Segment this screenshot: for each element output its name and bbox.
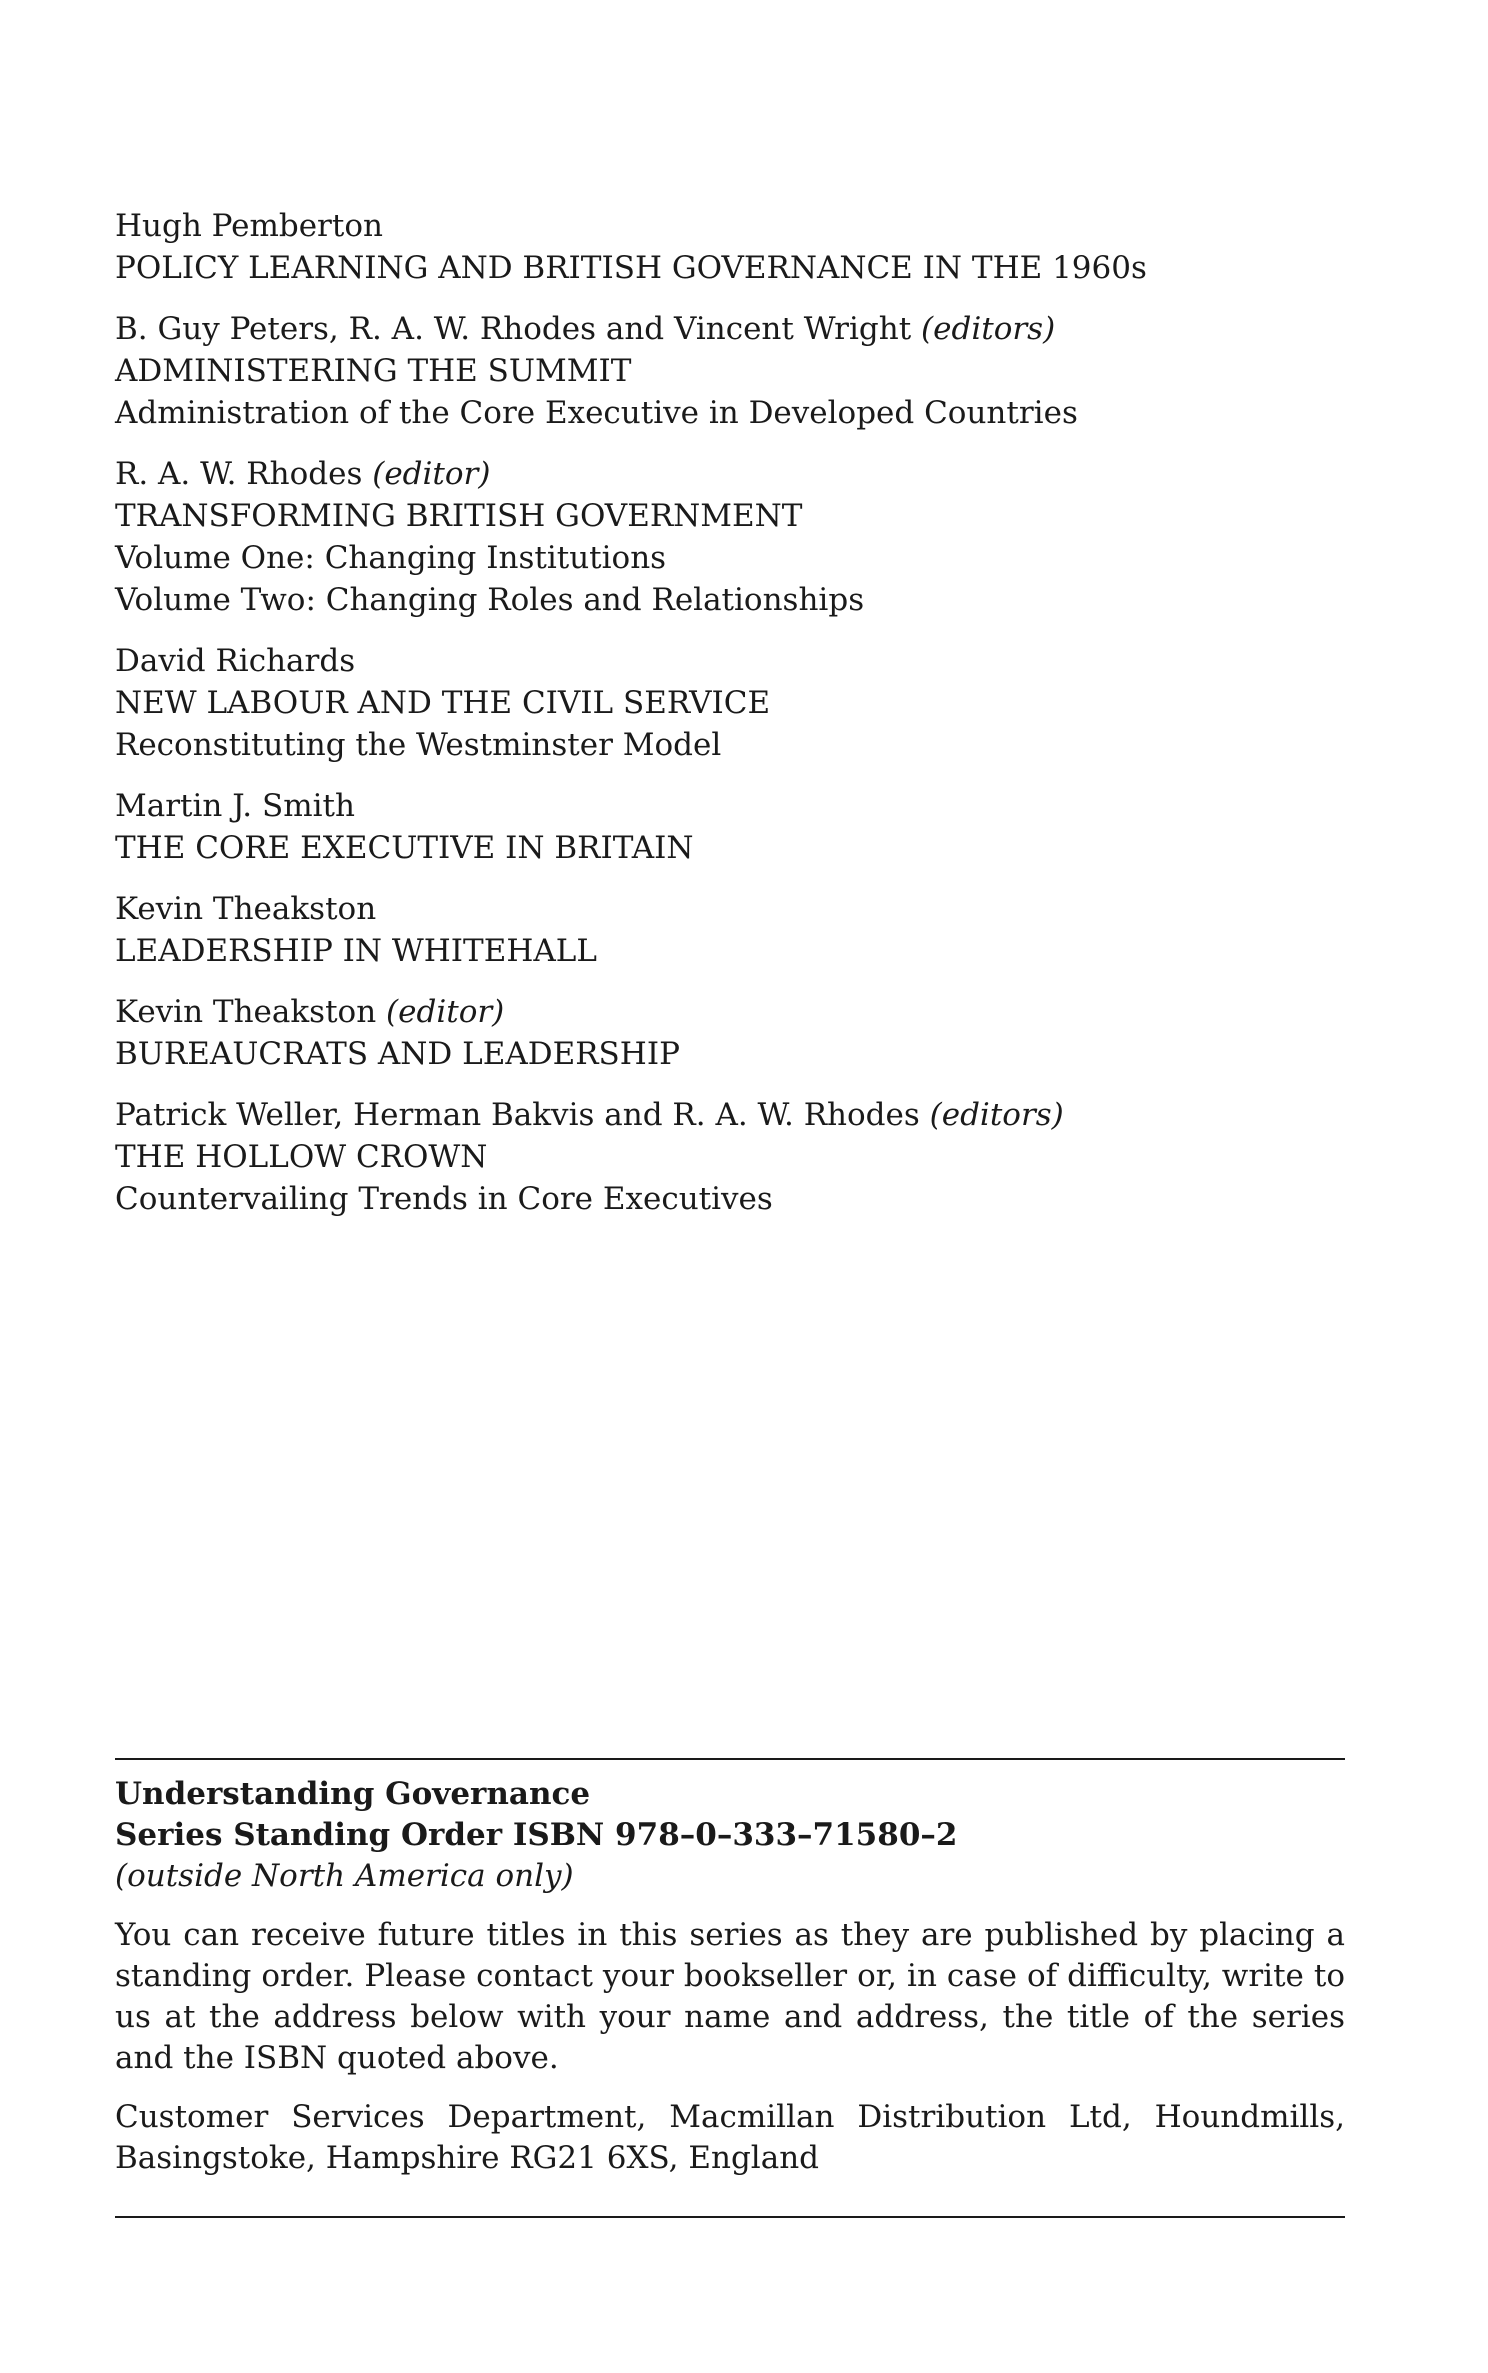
book-entry (115, 1094, 1345, 1220)
book-author: Hugh Pemberton (115, 208, 383, 244)
editor-note: (editors) (929, 1097, 1064, 1133)
book-entry (115, 453, 1345, 621)
editor-note: (editor) (372, 456, 491, 492)
book-author: Martin J. Smith (115, 788, 355, 824)
book-title: POLICY LEARNING AND BRITISH GOVERNANCE IN THE 1960s (115, 250, 1147, 286)
standing-order-paragraph: You can receive future titles in this series as they are published by placing a standing order. Please contact your bookseller or, in case of difficulty, write to us at the address below with your name and address, the title of the series and the ISBN quoted above. (115, 1917, 1345, 2076)
book-subtitle: Administration of the Core Executive in Developed Countries (115, 395, 1078, 431)
book-author: David Richards (115, 643, 356, 679)
book-title: TRANSFORMING BRITISH GOVERNMENT (115, 498, 803, 534)
book-subtitle: Reconstituting the Westminster Model (115, 727, 722, 763)
series-standing-order-box (115, 1758, 1345, 2218)
book-title: THE HOLLOW CROWN (115, 1139, 488, 1175)
book-author: Kevin Theakston (115, 891, 377, 927)
book-author: Kevin Theakston (editor) (115, 994, 505, 1030)
book-title: ADMINISTERING THE SUMMIT (115, 353, 632, 389)
book-title: BUREAUCRATS AND LEADERSHIP (115, 1036, 680, 1072)
book-author: Patrick Weller, Herman Bakvis and R. A. W. Rhodes (editors) (115, 1097, 1064, 1133)
book-entry (115, 991, 1345, 1075)
book-entry (115, 640, 1345, 766)
book-subtitle: Volume Two: Changing Roles and Relationships (115, 582, 865, 618)
series-restriction: (outside North America only) (115, 1858, 574, 1894)
book-subtitle: Countervailing Trends in Core Executives (115, 1181, 773, 1217)
book-entry (115, 785, 1345, 869)
editor-note: (editors) (921, 311, 1056, 347)
address-paragraph: Customer Services Department, Macmillan Distribution Ltd, Houndmills, Basingstoke, Hampshire RG21 6XS, England (115, 2099, 1345, 2176)
book-author: B. Guy Peters, R. A. W. Rhodes and Vincent Wright (editors) (115, 311, 1056, 347)
book-list (115, 205, 1345, 1239)
book-title: THE CORE EXECUTIVE IN BRITAIN (115, 830, 694, 866)
book-entry (115, 205, 1345, 289)
book-title: NEW LABOUR AND THE CIVIL SERVICE (115, 685, 771, 721)
book-entry (115, 308, 1345, 434)
series-isbn: Series Standing Order ISBN 978–0–333–71580–2 (115, 1817, 958, 1853)
book-author: R. A. W. Rhodes (editor) (115, 456, 491, 492)
editor-note: (editor) (386, 994, 505, 1030)
book-title: LEADERSHIP IN WHITEHALL (115, 933, 597, 969)
series-name: Understanding Governance (115, 1776, 591, 1812)
book-entry (115, 888, 1345, 972)
book-subtitle: Volume One: Changing Institutions (115, 540, 667, 576)
